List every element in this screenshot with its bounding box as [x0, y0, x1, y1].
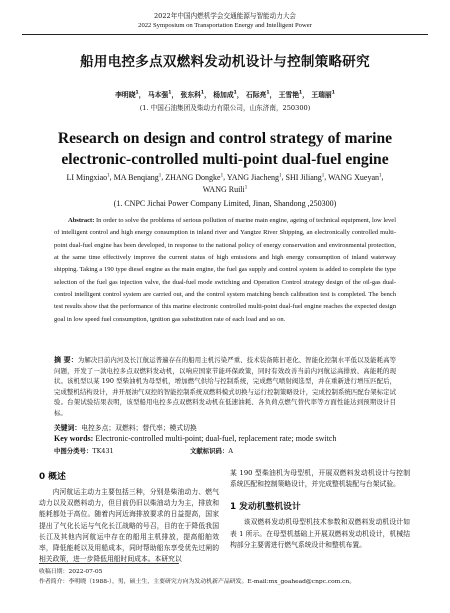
affiliation-cn: (1. 中国石油集团及柴动力有限公司，山东济南，250300): [139, 104, 311, 112]
document-code: 文献标识码：A: [190, 447, 233, 455]
abstract-cn-text: 为解决目前内河及长江航运普遍存在的船用主机污染严重、技术装备陈旧老化、智能化控制水平低以及能耗高等问题，开发了一款电控多点双燃料发动机，以响应国家节能环保政策，同时有效改善当前内河航运高排放、高能耗的现状。该机型以某 190 型柴油机为母型机，增加燃气供给与控制系统，完成燃气喷射阀选型，并在重新进行增压匹配后，完成整机结构设计，并开展油气双控的智能控制系统双燃料模式切换与运行控制策略设计，完成控制系统匹配台架标定试验。台架试验结果表明，该型船用电控多点双燃料发动机在低速油耗、各负荷点燃气替代率等方面性能达到预期设计目标。: [54, 356, 397, 417]
author-list-cn: 李明晓$^1$， 马本强$^1$， 张东科$^1$， 杨加成$^1$， 石际亮$^1$， 王雪艳$^1$， 王瑞丽$^1$: [115, 90, 335, 99]
paper-title-cn: 船用电控多点双燃料发动机设计与控制策略研究: [80, 54, 370, 70]
author-en: WANG Ruili$^1$: [202, 185, 248, 195]
footnote-author-bio: 作者简介：李明晓（1988-），男，硕士生，主要研究方向为发动机新产品研发。E-mail:mx_goahead@cnpc.com.cn。: [39, 579, 356, 585]
author-list-en: LI Mingxiao$^1$, MA Benqiang$^1$, ZHANG Dongke$^1$, YANG Jiacheng$^1$, SHI Jiliang$^1$, WANG Xueyan$^1$, WANG Ruili$^1$: [66, 172, 384, 195]
author-en: WANG Xueyan$^1$: [328, 172, 382, 182]
author-en: SHI Jiliang$^1$: [285, 172, 325, 182]
author-cn: 马本强$^1$: [147, 90, 172, 99]
body-column-right: [230, 468, 410, 551]
keywords-en: [54, 434, 396, 443]
body-paragraph: 内河航运主动力主要包括三种，分别是柴油动力、燃气动力以及双燃料动力，但目前仍旧以柴油动力为主，排放和能耗都处于高位。随着内河近海排放要求的日益提高，国家提出了气化长运与气化长江战略的号召，目的在于降低我国长江及其他内河航运中存在的船用主机排放，提高船舶效率，降低能耗以及用船成本，同时帮助船东享受优先过闸的相关政策，进一步降低用船时间成本。本研究以: [39, 488, 219, 564]
keywords-en-text: Electronic-controlled multi-point; dual-fuel, replacement rate; mode switch: [95, 434, 337, 443]
section-heading-overview: 0 概述: [39, 472, 66, 482]
keywords-cn: [54, 422, 396, 432]
author-en: YANG Jiacheng$^1$: [226, 172, 282, 182]
keywords-cn-text: 电控多点；双燃料；替代率；模式切换: [81, 424, 197, 432]
author-cn: 王雪艳$^1$: [278, 90, 303, 99]
abstract-cn: [54, 355, 396, 418]
body-column-left: [39, 468, 219, 565]
header-rule: [22, 34, 428, 35]
classification-line: [54, 446, 396, 455]
author-cn: 张东科$^1$: [180, 90, 205, 99]
author-en: MA Benqiang$^1$: [113, 172, 162, 182]
running-header: [0, 11, 450, 30]
affiliation-en: (1. CNPC Jichai Power Company Limited, Jinan, Shandong ,250300): [113, 199, 337, 208]
abstract-en-label: Abstract:: [68, 217, 95, 224]
footnote-received-date: 收稿日期：2022-07-05: [39, 569, 103, 575]
body-paragraph-continued: 某 190 型柴油机为母型机，开展双燃料发动机设计与控制系统匹配和控制策略设计，并完成整机装配与台架试验。: [230, 469, 410, 489]
body-paragraph: 该双燃料发动机母型机技术参数和双燃料发动机设计如表 1 所示。在母型机基础上开展双燃料发动机设计，机械结构部分主要需进行燃气系统设计和整机布置。: [230, 518, 410, 549]
abstract-en: [54, 215, 396, 326]
keywords-cn-label: 关键词：: [54, 424, 82, 432]
author-cn: 李明晓$^1$: [115, 90, 139, 99]
author-en: LI Mingxiao$^1$: [66, 172, 110, 182]
abstract-en-text: In order to solve the problems of serious pollution of marine main engine, ageing of technical equipment, low level of intelligent control and high energy consumption in inland river and Yangtze River Shipping, an electronically controlled multi-point dual-fuel engine has been developed, in response to the national policy of energy conservation and environmental protection, at the same time effectively improve the current status of high emissions and high energy consumption of inland waterway shipping. Taking a 190 type diesel engine as the main engine, the fuel gas supply and control system is added to complete the type selection of the fuel gas injection valve, the dual-fuel mode switching and Operation Control strategy design of the oil-gas dual-control intelligent control system are carried out, and the control system matching bench calibration test is completed. The bench test results show that the performance of this marine electronic controlled multi-point dual-fuel engine reaches the expected design goal in low speed fuel consumption, ignition gas substitution rate of each load and so on.: [54, 217, 396, 323]
author-cn: 石际亮$^1$: [245, 90, 270, 99]
header-conference-en: 2022 Symposium on Transportation Energy and Intelligent Power: [138, 22, 312, 29]
clc-number: 中图分类号：TK431: [54, 447, 114, 455]
footnote-divider: [39, 563, 179, 564]
abstract-cn-label: 摘 要：: [54, 356, 78, 364]
header-conference-cn: 2022年中国内燃机学会交通能源与智能动力大会: [153, 12, 297, 20]
author-cn: 杨加成$^1$: [213, 90, 237, 99]
paper-title-en: Research on design and control strategy of marine electronic-controlled multi-point dual-fuel engine: [57, 130, 393, 168]
author-cn: 王瑞丽$^1$: [311, 90, 335, 99]
keywords-en-label: Key words:: [54, 434, 94, 443]
author-en: ZHANG Dongke$^1$: [165, 172, 224, 182]
section-heading-engine-design: 1 发动机整机设计: [230, 502, 301, 513]
